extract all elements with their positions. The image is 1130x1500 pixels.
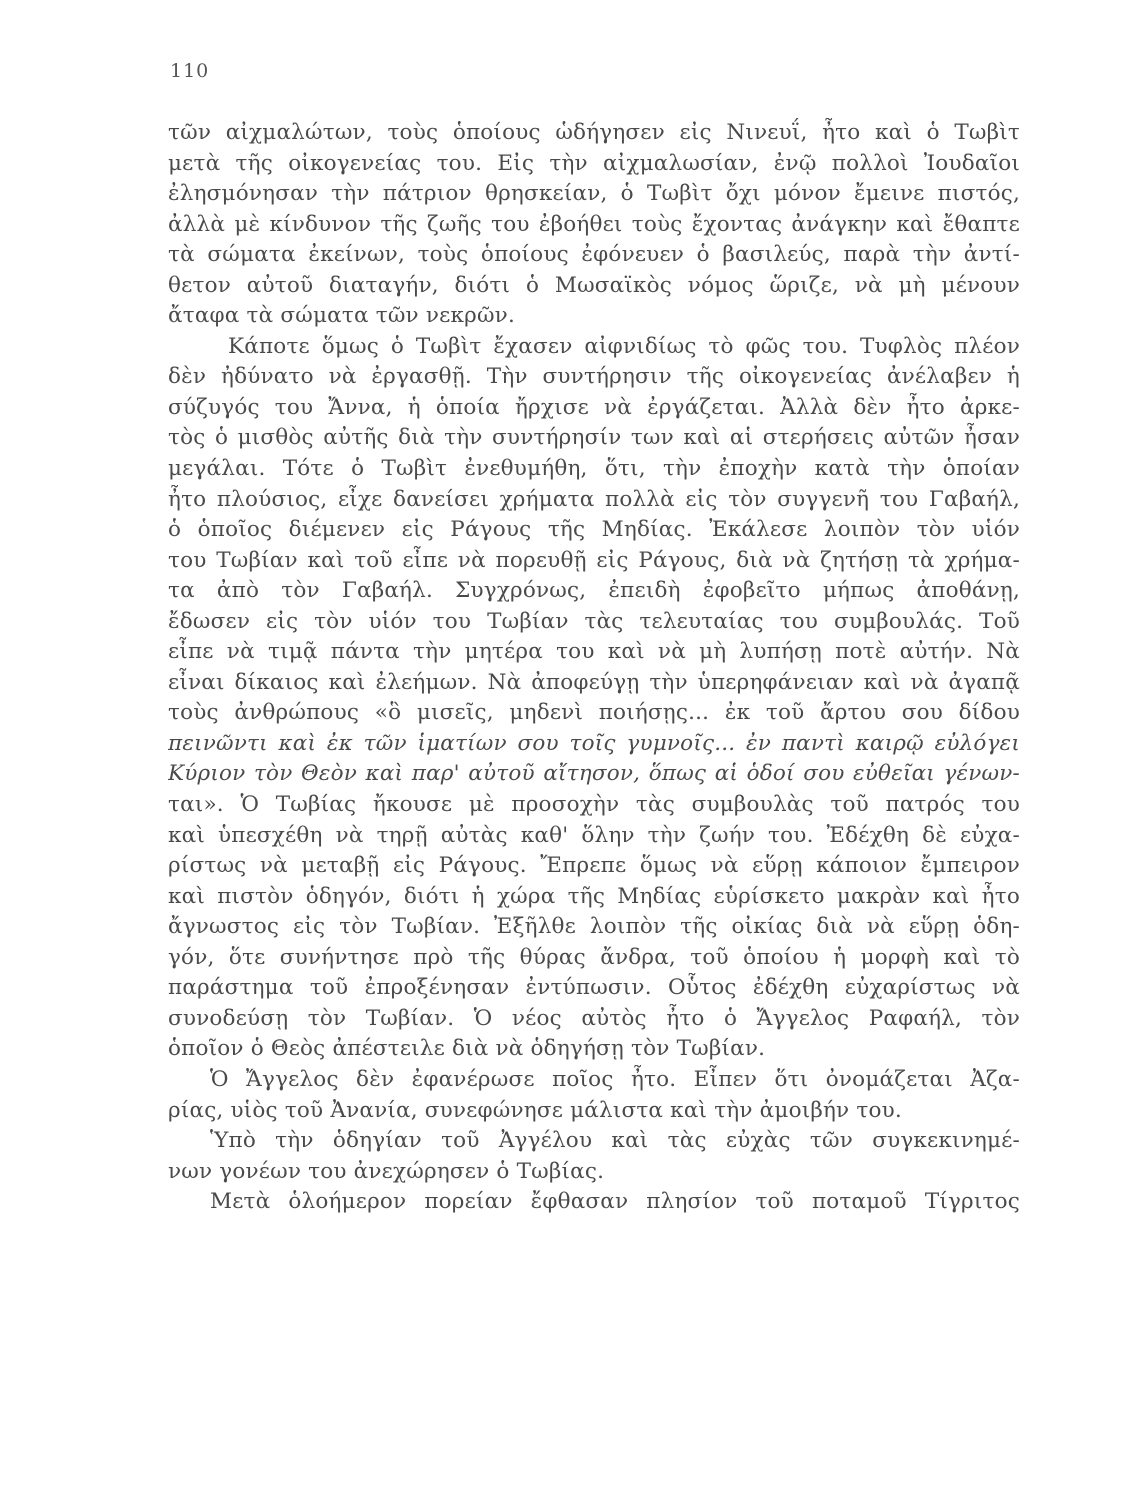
text-line: θετον αὐτοῦ διαταγήν, διότι ὁ Μωσαϊκὸς νόμος ὥριζε, νὰ μὴ μένουν [168,272,1020,298]
text-line: ὁ ὁποῖος διέμενεν εἰς Ράγους τῆς Μηδίας. Ἐκάλεσε λοιπὸν τὸν υἱόν [168,517,1020,543]
text-line: ἔδωσεν εἰς τὸν υἱόν του Τωβίαν τὰς τελευταίας του συμβουλάς. Τοῦ [168,608,1020,634]
text-line: καὶ ὑπεσχέθη νὰ τηρῇ αὐτὰς καθ' ὅλην τὴν ζωήν του. Ἐδέχθη δὲ εὐχα- [168,822,1020,848]
text-line: συνοδεύσῃ τὸν Τωβίαν. Ὁ νέος αὐτὸς ἦτο ὁ Ἄγγελος Ραφαήλ, τὸν [168,1005,1020,1031]
text-line: γόν, ὅτε συνήντησε πρὸ τῆς θύρας ἄνδρα, τοῦ ὁποίου ἡ μορφὴ καὶ τὸ [168,944,1020,970]
text-line: ἦτο πλούσιος, εἶχε δανείσει χρήματα πολλὰ εἰς τὸν συγγενῆ του Γαβαήλ, [168,486,1020,512]
paragraph-start-line: Ὑπὸ τὴν ὁδηγίαν τοῦ Ἀγγέλου καὶ τὰς εὐχὰς τῶν συγκεκινημέ- [210,1128,1020,1154]
text-line: ἄγνωστος εἰς τὸν Τωβίαν. Ἐξῆλθε λοιπὸν τῆς οἰκίας διὰ νὰ εὕρῃ ὁδη- [168,914,1020,940]
text-line: μεγάλαι. Τότε ὁ Τωβὶτ ἐνεθυμήθη, ὅτι, τὴν ἐποχὴν κατὰ τὴν ὁποίαν [168,456,1020,482]
text-line: του Τωβίαν καὶ τοῦ εἶπε νὰ πορευθῇ εἰς Ράγους, διὰ νὰ ζητήσῃ τὰ χρήμα- [168,547,1020,573]
paragraph-start-line: Κάποτε ὅμως ὁ Τωβὶτ ἔχασεν αἰφνιδίως τὸ φῶς του. Τυφλὸς πλέον [228,333,1020,359]
text-line: μετὰ τῆς οἰκογενείας του. Εἰς τὴν αἰχμαλωσίαν, ἐνῷ πολλοὶ Ἰουδαῖοι [168,150,1020,176]
text-line: ται». Ὁ Τωβίας ἤκουσε μὲ προσοχὴν τὰς συμβουλὰς τοῦ πατρός του [168,792,1020,818]
text-line: εἶναι δίκαιος καὶ ἐλεήμων. Νὰ ἀποφεύγῃ τὴν ὑπερηφάνειαν καὶ νὰ ἀγαπᾷ [168,669,1020,695]
text-line: ὁποῖον ὁ Θεὸς ἀπέστειλε διὰ νὰ ὁδηγήσῃ τὸν Τωβίαν. [168,1036,766,1062]
text-line: τῶν αἰχμαλώτων, τοὺς ὁποίους ὡδήγησεν εἰς Νινευΐ, ἦτο καὶ ὁ Τωβὶτ [168,120,1020,145]
text-line: ρίας, υἱὸς τοῦ Ἀνανία, συνεφώνησε μάλιστα καὶ τὴν ἀμοιβήν του. [168,1097,902,1123]
text-line: τοὺς ἀνθρώπους «ὃ μισεῖς, μηδενὶ ποιήσῃς... ἐκ τοῦ ἄρτου σου δίδου [168,700,1020,726]
text-line: σύζυγός του Ἄννα, ἡ ὁποία ἤρχισε νὰ ἐργάζεται. Ἀλλὰ δὲν ἦτο ἀρκε- [168,394,1020,420]
page-number: 110 [170,60,210,82]
text-line: τὸς ὁ μισθὸς αὐτῆς διὰ τὴν συντήρησίν των καὶ αἱ στερήσεις αὐτῶν ἦσαν [168,425,1020,451]
text-line: εἶπε νὰ τιμᾷ πάντα τὴν μητέρα του καὶ νὰ μὴ λυπήσῃ ποτὲ αὐτήν. Νὰ [168,639,1020,665]
body-text [168,118,1020,1218]
text-line: ρίστως νὰ μεταβῇ εἰς Ράγους. Ἔπρεπε ὅμως νὰ εὕρῃ κάποιον ἔμπειρον [168,853,1020,879]
quote-line: πεινῶντι καὶ ἐκ τῶν ἱματίων σου τοῖς γυμνοῖς... ἐν παντὶ καιρῷ εὐλόγει [168,730,1020,756]
text-line: ἐλησμόνησαν τὴν πάτριον θρησκείαν, ὁ Τωβὶτ ὄχι μόνον ἔμεινε πιστός, [168,181,1020,207]
paragraph-start-line: Μετὰ ὁλοήμερον πορείαν ἔφθασαν πλησίον τοῦ ποταμοῦ Τίγριτος [210,1189,1020,1215]
text-line: ἄταφα τὰ σώματα τῶν νεκρῶν. [168,303,515,329]
text-line: ἀλλὰ μὲ κίνδυνον τῆς ζωῆς του ἐβοήθει τοὺς ἔχοντας ἀνάγκην καὶ ἔθαπτε [168,211,1020,237]
text-line: τα ἀπὸ τὸν Γαβαήλ. Συγχρόνως, ἐπειδὴ ἐφοβεῖτο μήπως ἀποθάνῃ, [168,578,1020,604]
text-line: καὶ πιστὸν ὁδηγόν, διότι ἡ χώρα τῆς Μηδίας εὑρίσκετο μακρὰν καὶ ἦτο [168,883,1020,909]
text-line: νων γονέων του ἀνεχώρησεν ὁ Τωβίας. [168,1158,605,1184]
paragraph-start-line: Ὁ Ἄγγελος δὲν ἐφανέρωσε ποῖος ἦτο. Εἶπεν ὅτι ὀνομάζεται Ἀζα- [210,1066,1020,1092]
text-line: τὰ σώματα ἐκείνων, τοὺς ὁποίους ἐφόνευεν ὁ βασιλεύς, παρὰ τὴν ἀντί- [168,242,1020,268]
text-line: δὲν ἠδύνατο νὰ ἐργασθῇ. Τὴν συντήρησιν τῆς οἰκογενείας ἀνέλαβεν ἡ [168,364,1020,390]
quote-line: Κύριον τὸν Θεὸν καὶ παρ' αὐτοῦ αἴτησον, ὅπως αἱ ὁδοί σου εὐθεῖαι γένων- [168,761,1020,787]
text-line: παράστημα τοῦ ἐπροξένησαν ἐντύπωσιν. Οὗτος ἐδέχθη εὐχαρίστως νὰ [168,975,1020,1001]
